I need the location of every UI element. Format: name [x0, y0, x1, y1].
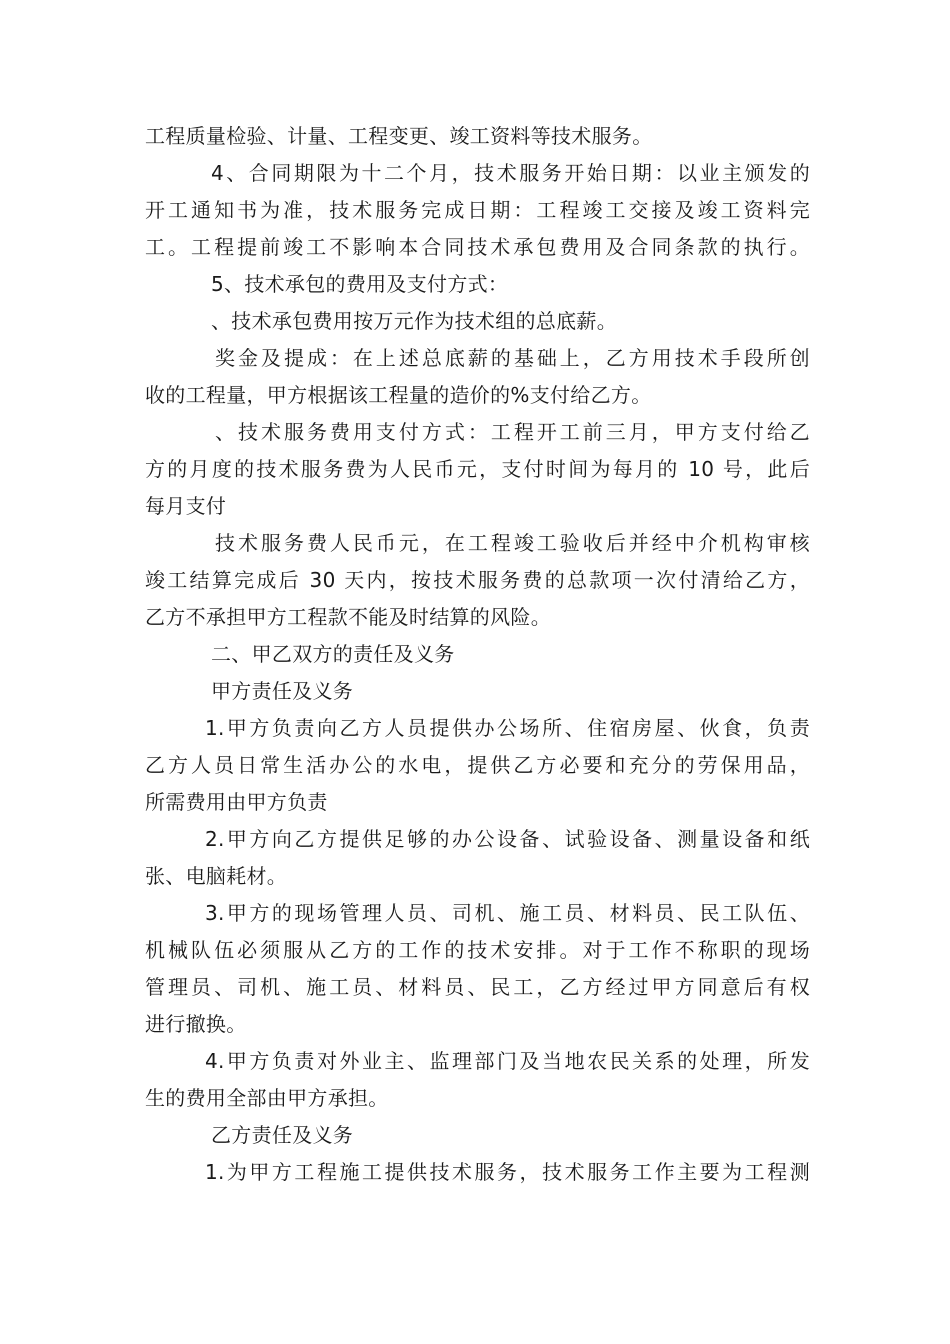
text-line: 乙方不承担甲方工程款不能及时结算的风险。 — [145, 605, 551, 629]
text-line: 工。工程提前竣工不影响本合同技术承包费用及合同条款的执行。 — [145, 235, 810, 259]
subsection-heading: 乙方责任及义务 — [211, 1123, 354, 1147]
text-line: 收的工程量，甲方根据该工程量的造价的%支付给乙方。 — [145, 383, 652, 407]
text-line: 生的费用全部由甲方承担。 — [145, 1086, 389, 1110]
document-body — [145, 118, 810, 1191]
text-line: 管理员、司机、施工员、材料员、民工，乙方经过甲方同意后有权 — [145, 975, 810, 999]
text-line: 竣工结算完成后 30 天内，按技术服务费的总款项一次付清给乙方， — [145, 568, 810, 592]
text-line: 方的月度的技术服务费为人民币元，支付时间为每月的 10 号，此后 — [145, 457, 810, 481]
text-line: 3.甲方的现场管理人员、司机、施工员、材料员、民工队伍、 — [205, 901, 810, 925]
text-line: 2.甲方向乙方提供足够的办公设备、试验设备、测量设备和纸 — [205, 827, 810, 851]
text-line: 每月支付 — [145, 494, 227, 518]
text-line: 1.甲方负责向乙方人员提供办公场所、住宿房屋、伙食，负责 — [205, 716, 810, 740]
text-line: 进行撤换。 — [145, 1012, 247, 1036]
text-line: 所需费用由甲方负责 — [145, 790, 328, 814]
text-line: 开工通知书为准，技术服务完成日期：工程竣工交接及竣工资料完 — [145, 198, 810, 222]
text-line: 乙方人员日常生活办公的水电，提供乙方必要和充分的劳保用品， — [145, 753, 810, 777]
text-line: 1.为甲方工程施工提供技术服务，技术服务工作主要为工程测 — [205, 1160, 810, 1184]
text-line: 张、电脑耗材。 — [145, 864, 288, 888]
text-line: 工程质量检验、计量、工程变更、竣工资料等技术服务。 — [145, 124, 653, 148]
text-line: 技术服务费人民币元，在工程竣工验收后并经中介机构审核 — [215, 531, 810, 555]
section-heading: 二、甲乙双方的责任及义务 — [211, 642, 455, 666]
text-line: 、技术服务费用支付方式：工程开工前三月，甲方支付给乙 — [215, 420, 810, 444]
text-line: 5、技术承包的费用及支付方式： — [211, 272, 509, 296]
text-line: 、技术承包费用按万元作为技术组的总底薪。 — [211, 309, 617, 333]
text-line: 4.甲方负责对外业主、监理部门及当地农民关系的处理，所发 — [205, 1049, 810, 1073]
subsection-heading: 甲方责任及义务 — [211, 679, 354, 703]
text-line: 奖金及提成：在上述总底薪的基础上，乙方用技术手段所创 — [215, 346, 810, 370]
text-line: 4、合同期限为十二个月，技术服务开始日期：以业主颁发的 — [211, 161, 810, 185]
text-line: 机械队伍必须服从乙方的工作的技术安排。对于工作不称职的现场 — [145, 938, 810, 962]
